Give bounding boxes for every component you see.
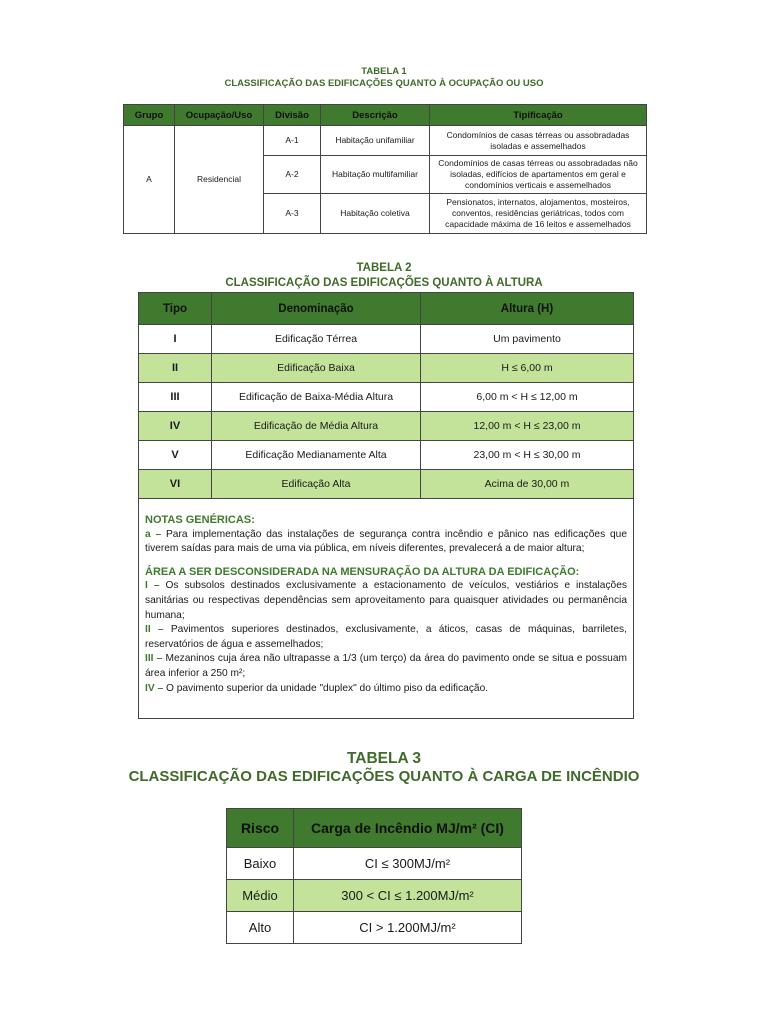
notes-heading-area: ÁREA A SER DESCONSIDERADA NA MENSURAÇÃO DA ALTURA DA EDIFICAÇÃO: <box>145 565 580 578</box>
table2-altura: 23,00 m < H ≤ 30,00 m <box>421 441 634 470</box>
table1-divisao: A-1 <box>264 126 321 156</box>
table3-header-row <box>227 809 522 848</box>
note-text: Para implementação das instalações de segurança contra incêndio e pânico nas edificações que tiverem saídas para mais de uma via pública, em níveis diferentes, prevalecerá a de maior altura; <box>145 528 627 555</box>
table3-carga: CI > 1.200MJ/m² <box>294 912 522 944</box>
table1-descricao: Habitação multifamiliar <box>321 156 430 194</box>
table-row <box>139 470 634 499</box>
table2-denominacao: Edificação Térrea <box>212 325 421 354</box>
notes-heading-generic: NOTAS GENÉRICAS: <box>145 514 255 526</box>
table1-header: Tipificação <box>430 105 647 126</box>
note-key: I – <box>145 580 160 592</box>
table1-header: Divisão <box>264 105 321 126</box>
note-iii <box>145 652 627 681</box>
table3-risco: Médio <box>227 880 294 912</box>
table3 <box>226 808 522 944</box>
table1-header-row <box>124 105 647 126</box>
note-text: O pavimento superior da unidade "duplex" do último piso da edificação. <box>165 682 489 694</box>
table2-label: TABELA 2 <box>356 262 412 274</box>
table2-header: Tipo <box>139 293 212 325</box>
table1-grupo: A <box>124 126 175 234</box>
table2-tipo: II <box>139 354 212 383</box>
note-text: Mezaninos cuja área não ultrapasse a 1/3 (um terço) da área do pavimento onde se situa e possuam área inferior a 250 m²; <box>145 653 627 679</box>
table-row <box>139 412 634 441</box>
table1-tipificacao: Condomínios de casas térreas ou assobradadas isoladas e assemelhados <box>430 126 647 156</box>
table2-tipo: III <box>139 383 212 412</box>
table2-denominacao: Edificação de Baixa-Média Altura <box>212 383 421 412</box>
note-text: Os subsolos destinados exclusivamente a estacionamento de veículos, vestiários e instalações sanitárias ou respectivas dependências sem aproveitamento para quaisquer atividades ou permanência humana; <box>145 580 627 621</box>
table1-tipificacao: Condomínios de casas térreas ou assobradadas não isoladas, edifícios de apartamentos em geral e condomínios verticais e assemelhados <box>430 156 647 194</box>
table3-carga: 300 < CI ≤ 1.200MJ/m² <box>294 880 522 912</box>
table1-header: Grupo <box>124 105 175 126</box>
table1-tipificacao: Pensionatos, internatos, alojamentos, mosteiros, conventos, residências geriátricas, todos com capacidade máxima de 16 leitos e assemelhados <box>430 194 647 234</box>
table2-denominacao: Edificação Medianamente Alta <box>212 441 421 470</box>
table1 <box>123 104 647 234</box>
table3-title: CLASSIFICAÇÃO DAS EDIFICAÇÕES QUANTO À CARGA DE INCÊNDIO <box>128 768 640 785</box>
table-row <box>227 912 522 944</box>
table-row <box>124 126 647 156</box>
table2-altura: 6,00 m < H ≤ 12,00 m <box>421 383 634 412</box>
note-text: Pavimentos superiores destinados, exclusivamente, a áticos, casas de máquinas, barriletes, reservatórios de água e assemelhados; <box>145 624 627 650</box>
table2-tipo: I <box>139 325 212 354</box>
table1-divisao: A-2 <box>264 156 321 194</box>
table3-risco: Alto <box>227 912 294 944</box>
table1-header: Descrição <box>321 105 430 126</box>
table2-header-row <box>139 293 634 325</box>
table1-descricao: Habitação coletiva <box>321 194 430 234</box>
note-key: II – <box>145 624 164 636</box>
table-row <box>227 880 522 912</box>
note-key: a – <box>145 528 162 540</box>
table1-descricao: Habitação unifamiliar <box>321 126 430 156</box>
table1-title: CLASSIFICAÇÃO DAS EDIFICAÇÕES QUANTO À OCUPAÇÃO OU USO <box>224 78 544 89</box>
table-row <box>139 325 634 354</box>
table2-tipo: VI <box>139 470 212 499</box>
table1-header: Ocupação/Uso <box>175 105 264 126</box>
table2-notes <box>138 497 634 719</box>
table-row <box>139 441 634 470</box>
table1-divisao: A-3 <box>264 194 321 234</box>
table3-label: TABELA 3 <box>346 750 422 767</box>
table2-altura: 12,00 m < H ≤ 23,00 m <box>421 412 634 441</box>
table3-risco: Baixo <box>227 848 294 880</box>
table3-carga: CI ≤ 300MJ/m² <box>294 848 522 880</box>
table2-denominacao: Edificação Baixa <box>212 354 421 383</box>
table3-header: Risco <box>227 809 294 848</box>
table2-denominacao: Edificação Alta <box>212 470 421 499</box>
note-key: III – <box>145 653 163 665</box>
note-a <box>145 528 627 557</box>
table-row <box>227 848 522 880</box>
table2-altura: H ≤ 6,00 m <box>421 354 634 383</box>
table2-tipo: IV <box>139 412 212 441</box>
table2-header: Denominação <box>212 293 421 325</box>
table2-header: Altura (H) <box>421 293 634 325</box>
table2-title: CLASSIFICAÇÃO DAS EDIFICAÇÕES QUANTO À ALTURA <box>225 277 543 289</box>
table-row <box>139 354 634 383</box>
note-key: IV – <box>145 682 164 694</box>
table2 <box>138 292 634 499</box>
note-ii <box>145 623 627 652</box>
table3-header: Carga de Incêndio MJ/m² (CI) <box>294 809 522 848</box>
table2-altura: Um pavimento <box>421 325 634 354</box>
note-i <box>145 579 627 623</box>
table1-label: TABELA 1 <box>361 66 407 77</box>
table-row <box>139 383 634 412</box>
note-iv <box>145 682 627 697</box>
table1-ocupacao: Residencial <box>175 126 264 234</box>
table2-tipo: V <box>139 441 212 470</box>
table2-denominacao: Edificação de Média Altura <box>212 412 421 441</box>
table2-altura: Acima de 30,00 m <box>421 470 634 499</box>
